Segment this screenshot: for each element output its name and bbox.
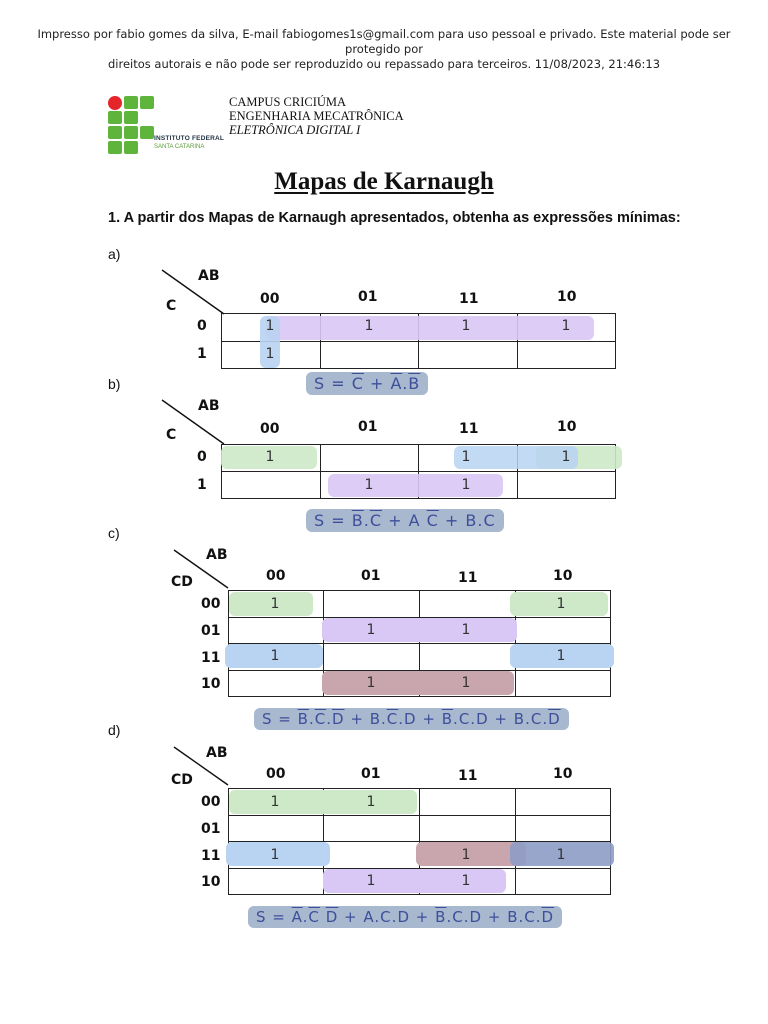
map-c-cell: 1 [556, 596, 566, 612]
map-d-row-00: 00 [201, 794, 221, 810]
map-b-cell: 1 [461, 449, 471, 465]
map-d-cell: 1 [270, 794, 280, 810]
watermark-line-2: direitos autorais e não pode ser reproduzido ou repassado para terceiros. 11/08/2023, 21:46:13 [107, 57, 661, 71]
map-c-col-11: 11 [458, 570, 478, 586]
map-b-col-01: 01 [358, 419, 378, 435]
map-c-cell: 1 [270, 596, 280, 612]
map-c-cell: 1 [366, 622, 376, 638]
map-d-cell: 1 [366, 873, 376, 889]
map-d-col-10: 10 [553, 766, 573, 782]
part-d-label: d) [108, 722, 121, 738]
map-d-row-var: CD [171, 772, 193, 788]
map-d-cell: 1 [461, 847, 471, 863]
map-a-col-11: 11 [459, 291, 479, 307]
map-c-col-var: AB [206, 547, 228, 563]
part-c-label: c) [108, 525, 120, 541]
map-b-row-1: 1 [197, 477, 207, 493]
logo-red-dot [108, 96, 122, 110]
map-a-cell: 1 [265, 346, 275, 362]
map-c-row-00: 00 [201, 596, 221, 612]
part-a-label: a) [108, 246, 121, 262]
map-b-cell: 1 [364, 477, 374, 493]
map-c-group-maroon [322, 671, 514, 695]
map-d-col-01: 01 [361, 766, 381, 782]
map-c-cell: 1 [366, 675, 376, 691]
map-c-answer: $S = \overline{B}.\overline{C}.\overline{D} + B.\overline{C}.D + \overline{B}.C.D + B.C.\overline{D}$ [254, 708, 569, 730]
map-c-cell: 1 [270, 648, 280, 664]
map-b-col-10: 10 [557, 419, 577, 435]
campus-name: CAMPUS CRICIÚMA [229, 95, 347, 109]
part-b-label: b) [108, 376, 121, 392]
map-a-cell: 1 [364, 318, 374, 334]
map-d-col-00: 00 [266, 766, 286, 782]
map-b-col-11: 11 [459, 421, 479, 437]
map-c-row-01: 01 [201, 623, 221, 639]
map-b-cell: 1 [461, 477, 471, 493]
map-d-col-var: AB [206, 745, 228, 761]
map-d-cell: 1 [461, 873, 471, 889]
map-b-cell: 1 [265, 449, 275, 465]
map-a-cell: 1 [461, 318, 471, 334]
subject-name: ELETRÔNICA DIGITAL I [229, 123, 361, 137]
map-b-answer: $S = \overline{B}.\overline{C} + A$ $\overline{C} + B.C$ [306, 509, 504, 532]
map-a-row-var: C [166, 298, 177, 314]
watermark-line-1: Impresso por fabio gomes da silva, E-mail fabiogomes1s@gmail.com para uso pessoal e privado. Este material pode ser protegido por [37, 27, 731, 56]
map-b-col-00: 00 [260, 421, 280, 437]
page-title: Mapas de Karnaugh [274, 168, 494, 195]
map-a-col-00: 00 [260, 291, 280, 307]
map-c-cell: 1 [461, 622, 471, 638]
map-c-col-01: 01 [361, 568, 381, 584]
map-a-col-var: AB [198, 268, 220, 284]
map-a-cell: 1 [265, 318, 275, 334]
map-c-row-11: 11 [201, 650, 221, 666]
map-d-col-11: 11 [458, 768, 478, 784]
map-c-row-var: CD [171, 574, 193, 590]
header-info [229, 95, 404, 137]
map-c-col-00: 00 [266, 568, 286, 584]
map-d-row-10: 10 [201, 874, 221, 890]
map-c-col-10: 10 [553, 568, 573, 584]
map-d-cell: 1 [556, 847, 566, 863]
map-a-cell: 1 [561, 318, 571, 334]
map-d-row-11: 11 [201, 848, 221, 864]
print-watermark [20, 27, 748, 72]
map-d-group-purple [323, 869, 506, 893]
map-c-group-purple [322, 618, 517, 642]
map-b-group-purple [328, 474, 503, 497]
map-d-answer: $S = \overline{A}.\overline{C}$ $\overline{D} + A.C.D + \overline{B}.C.D + B.C.\overline{D}$ [248, 906, 562, 928]
map-b-row-var: C [166, 427, 177, 443]
map-c-cell: 1 [556, 648, 566, 664]
map-a-col-01: 01 [358, 289, 378, 305]
logo-text-state: SANTA CATARINA [154, 144, 205, 150]
map-b-col-var: AB [198, 398, 220, 414]
map-c-cell: 1 [461, 675, 471, 691]
map-b-cell: 1 [561, 449, 571, 465]
map-a-row-1: 1 [197, 346, 207, 362]
map-d-cell: 1 [270, 847, 280, 863]
course-name: ENGENHARIA MECATRÔNICA [229, 109, 404, 123]
map-a-group-purple [266, 316, 594, 340]
map-a-col-10: 10 [557, 289, 577, 305]
logo-text-institute: INSTITUTO FEDERAL [154, 135, 225, 142]
map-d-cell: 1 [366, 794, 376, 810]
ifsc-logo [108, 96, 225, 158]
map-a-answer: $S = \overline{C} + \overline{A}.\overline{B}$ [306, 372, 428, 395]
map-c-row-10: 10 [201, 676, 221, 692]
question-text: 1. A partir dos Mapas de Karnaugh apresentados, obtenha as expressões mínimas: [108, 210, 681, 226]
map-d-row-01: 01 [201, 821, 221, 837]
map-a-row-0: 0 [197, 318, 207, 334]
map-b-row-0: 0 [197, 449, 207, 465]
map-d-group-green [229, 790, 417, 814]
